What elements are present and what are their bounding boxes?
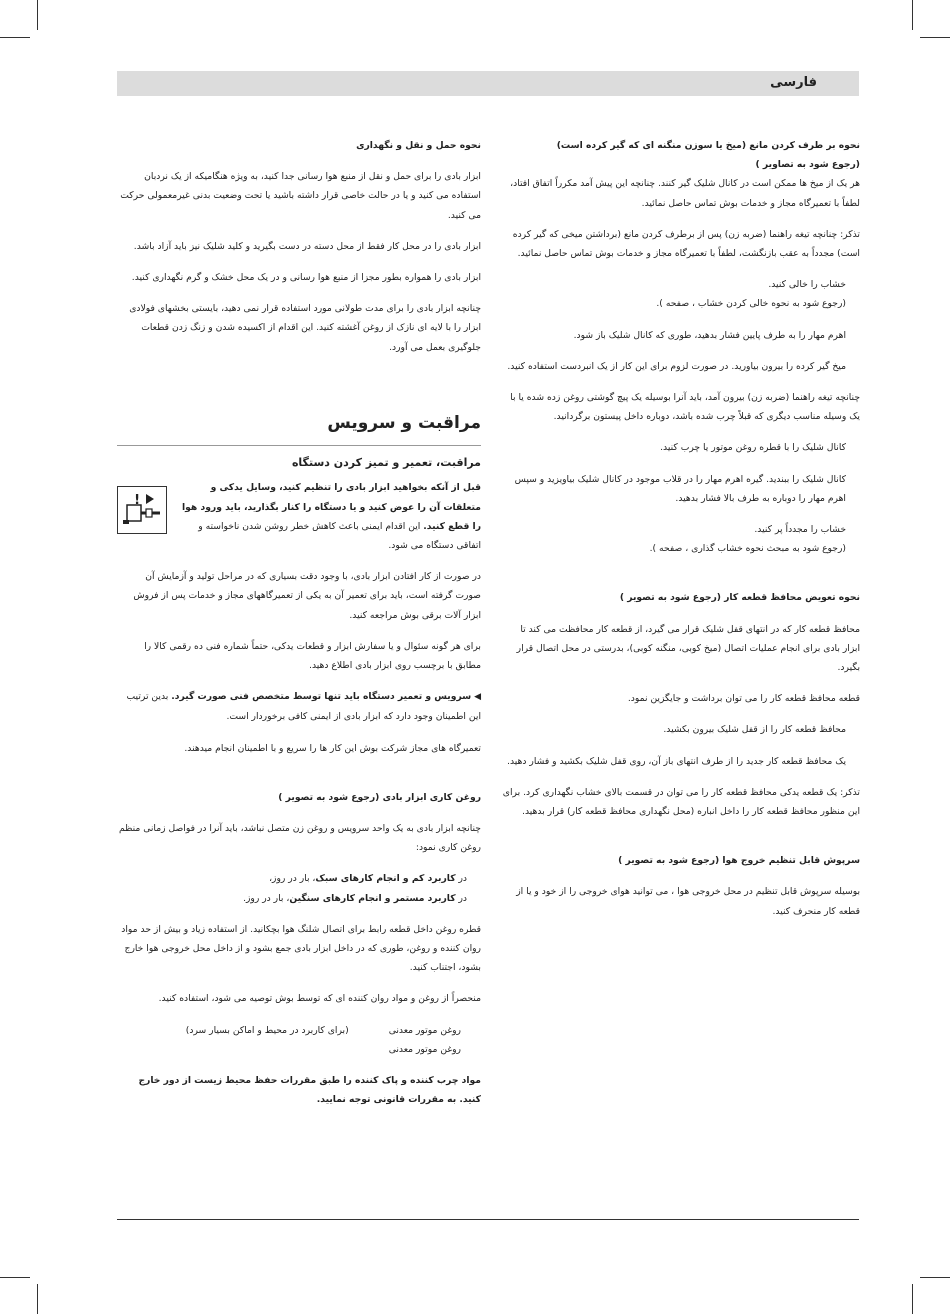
language-header-bar xyxy=(117,71,859,96)
service-order-text: برای هر گونه سئوال و یا سفارش ابزار و قطعات یدکی، حتماً شماره فنی ده رقمی کالا را مطابق با برچسب روی ابزار بادی اطلاع دهید. xyxy=(144,640,481,671)
crop-mark xyxy=(37,0,38,30)
service-expert-normal: بدین ترتیب این اطمینان وجود دارد که ابزار بادی از ایمنی کافی برخوردار است. xyxy=(126,691,481,723)
step-remove-nail: میخ گیر کرده را بیرون بیاورید. در صورت لزوم برای این کار از یک انبردست استفاده کنید. xyxy=(507,360,846,372)
crop-mark xyxy=(920,37,950,38)
service-subheading: مراقبت، تعمیر و تمیز کردن دستگاه xyxy=(291,456,481,470)
oil-row-2 xyxy=(117,1040,481,1059)
left-column xyxy=(117,136,481,1109)
transport-p2: ابزار بادی را در محل کار فقط از محل دسته در دست بگیرید و کلید شلیک نیز باید آزاد باشد. xyxy=(133,240,481,252)
step-driver-blade: چنانچه تیغه راهنما (ضربه زن) بیرون آمد، باید آنرا بوسیله یک پیچ گوشتی روغن زده شده یا با یک وسیله مناسب دیگری که قبلاً چرب شده باشد، دوباره داخل پیستون برگردانید. xyxy=(510,392,860,423)
lubrication-recommended-text: منحصراً از روغن و مواد روان کننده ای که توسط بوش توصیه می شود، استفاده کنید. xyxy=(158,993,481,1005)
right-column xyxy=(502,136,860,921)
step-empty-magazine: خشاب را خالی کنید. xyxy=(768,279,846,291)
crop-mark xyxy=(912,0,913,30)
service-centers-text: تعمیرگاه های مجاز شرکت بوش این کار ها را سریع و با اطمینان انجام میدهند. xyxy=(184,742,481,754)
language-label: فارسی xyxy=(770,75,817,90)
footer-divider xyxy=(117,1219,859,1220)
guard-push-on: یک محافظ قطعه کار جدید را از طرف انتهای باز آن، روی قفل شلیک بکشید و فشار دهید. xyxy=(507,755,846,767)
oil-row-1 xyxy=(117,1021,481,1040)
blocked-nozzle-heading-ref: (رجوع شود به تصاویر ) xyxy=(755,159,860,171)
crop-mark xyxy=(0,37,30,38)
lubrication-intro: چنانچه ابزار بادی به یک واحد سرویس و روغن زن متصل نباشد، باید آنرا در فواصل زمانی منظم روغن کاری نمود: xyxy=(118,822,481,854)
oil-1-name: روغن موتور معدنی xyxy=(388,1024,461,1036)
transport-p1: ابزار بادی را برای حمل و نقل از منبع هوا رسانی جدا کنید، به ویژه هنگامیکه از یک نردبان استفاده می کنید و یا در حالت خاصی قرار داشته باشید یا تحت وضعیت بدنی غیرمعمولی حرکت می کنید. xyxy=(120,171,481,221)
lubrication-drops-text: قطره روغن داخل قطعه رابط برای اتصال شلنگ هوا بچکانید. از استفاده زیاد و بیش از حد مواد روان کننده و روغن، طوری که در داخل ابزار بادی جمع بشود و از داخل محل خروجی هوا خارج بشود، اجتناب کنید. xyxy=(121,923,481,974)
oil-2-name: روغن موتور معدنی xyxy=(388,1043,461,1055)
guard-heading: نحوه تعویض محافظ قطعه کار (رجوع شود به تصویر ) xyxy=(619,592,860,604)
service-repair-text: در صورت از کار افتادن ابزار بادی، با وجود دقت بسیاری که در مراحل تولید و آزمایش آن صورت گرفته است، باید برای تعمیر آن به یکی از تعمیرگاههای مجاز و خدمات پس از فروش ابزار آلات برقی بوش مراجعه کنید. xyxy=(133,571,481,621)
disposal-text: مواد چرب کننده و پاک کننده را طبق مقررات حفظ محیط زیست از دور خارج کنید. به مقررات قانونی توجه نمایید. xyxy=(138,1075,481,1106)
step-empty-magazine-ref: (رجوع شود به نحوه خالی کردن خشاب ، صفحه ). xyxy=(656,298,846,310)
guard-replaceable: قطعه محافظ قطعه کار را می توان برداشت و جایگزین نمود. xyxy=(627,693,860,705)
bullet-triangle-icon: ◀ xyxy=(471,692,481,703)
transport-p4: چنانچه ابزار بادی را برای مدت طولانی مورد استفاده قرار نمی دهید، بایستی بخشهای فولادی ابزار را با لایه ای نازک از روغن آغشته کنید. این اقدام از اکسیده شدن و زنگ زدن قطعات جلوگیری بعمل می آورد. xyxy=(129,303,481,353)
svg-text:!: ! xyxy=(134,493,140,509)
heavy-use-suffix: ، بار در روز. xyxy=(243,892,290,904)
guard-intro: محافظ قطعه کار که در انتهای قفل شلیک قرار می گیرد، از قطعه کار محافظت می کند تا ابزار بادی برای انجام عملیات اتصال (میخ کوبی، منگنه کوبی)، بدرستی در محل اتصال قرار بگیرد. xyxy=(516,623,860,674)
crop-mark xyxy=(0,1277,30,1278)
step-refill-magazine: خشاب را مجدداً پر کنید. xyxy=(754,524,846,536)
exhaust-text: بوسیله سرپوش قابل تنظیم در محل خروجی هوا ، می توانید هوای خروجی را از خود و یا از قطعه کار منحرف کنید. xyxy=(516,886,860,917)
safety-warning-normal: این اقدام ایمنی باعث کاهش خطر روشن شدن ناخواسته و اتفاقی دستگاه می شود. xyxy=(198,520,481,551)
blocked-nozzle-note: تذکر: چنانچه تیغه راهنما (ضربه زن) پس از برطرف کردن مانع (برداشتن میخی که گیر کرده است) مجدداً به عقب بازنگشت، لطفاً با تعمیرگاه مجاز و خدمات بوش تماس حاصل نمائید. xyxy=(512,228,860,260)
transport-p3: ابزار بادی را همواره بطور مجزا از منبع هوا رسانی و در یک محل خشک و گرم نگهداری کنید. xyxy=(131,272,481,284)
crop-mark xyxy=(912,1284,913,1314)
section-divider xyxy=(117,445,481,447)
crop-mark xyxy=(37,1284,38,1314)
transport-heading: نحوه حمل و نقل و نگهداری xyxy=(356,140,481,151)
heavy-use-bold: کاربرد مستمر و انجام کارهای سنگین xyxy=(289,892,456,904)
safety-warning xyxy=(117,478,481,555)
heavy-use-prefix: در xyxy=(455,892,467,904)
disconnect-air-warning-icon xyxy=(117,486,167,534)
safety-warning-text xyxy=(177,478,481,555)
step-lubricate-channel: کانال شلیک را با قطره روغن موتور یا چرب کنید. xyxy=(660,442,846,454)
service-expert-bold: سرویس و تعمیر دستگاه باید تنها توسط متخصص فنی صورت گیرد. xyxy=(171,691,472,703)
lubrication-heading: روغن کاری ابزار بادی (رجوع شود به تصویر ) xyxy=(278,791,481,803)
oil-1-description: (برای کاربرد در محیط و اماکن بسیار سرد) xyxy=(185,1024,349,1036)
step-press-lever: اهرم مهار را به طرف پایین فشار بدهید، طوری که کانال شلیک باز شود. xyxy=(573,329,846,341)
safety-warning-bold: قبل از آنکه بخواهید ابزار بادی را تنظیم کنید، وسایل یدکی و متعلقات آن را عوض کنید و یا دستگاه را کنار بگذارید، باید ورود هوا را قطع کنید. xyxy=(182,482,481,532)
blocked-nozzle-heading: نحوه بر طرف کردن مانع (میخ یا سوزن منگنه ای که گیر کرده است) xyxy=(556,140,860,151)
exhaust-heading: سرپوش قابل تنظیم خروج هوا (رجوع شود به تصویر ) xyxy=(618,855,860,867)
step-close-channel: کانال شلیک را ببندید. گیره اهرم مهار را در قلاب موجود در کانال شلیک بیاویزید و سپس اهرم مهار را دوباره به طرف بالا فشار بدهید. xyxy=(514,473,846,504)
guard-pull-off: محافظ قطعه کار را از قفل شلیک بیرون بکشید. xyxy=(663,724,846,736)
light-use-suffix: ، بار در روز، xyxy=(269,873,316,885)
light-use-bold: کاربرد کم و انجام کارهای سبک xyxy=(315,873,456,885)
guard-note: تذکر: یک قطعه یدکی محافظ قطعه کار را می توان در قسمت بالای خشاب نگهداری کرد. برای این منظور محافظ قطعه کار را داخل انباره (محل نگهداری محافظ قطعه کار) قرار بدهید. xyxy=(502,786,860,818)
crop-mark xyxy=(920,1277,950,1278)
light-use-prefix: در xyxy=(455,873,467,885)
step-refill-magazine-ref: (رجوع شود به مبحث نحوه خشاب گذاری ، صفحه ). xyxy=(649,543,846,555)
service-section-title: مراقبت و سرویس xyxy=(327,412,481,433)
blocked-nozzle-intro: هر یک از میخ ها ممکن است در کانال شلیک گیر کنند. چنانچه این پیش آمد مکرراً اتفاق افتاد، لطفاً با تعمیرگاه مجاز و خدمات بوش تماس حاصل نمائید. xyxy=(510,178,860,209)
